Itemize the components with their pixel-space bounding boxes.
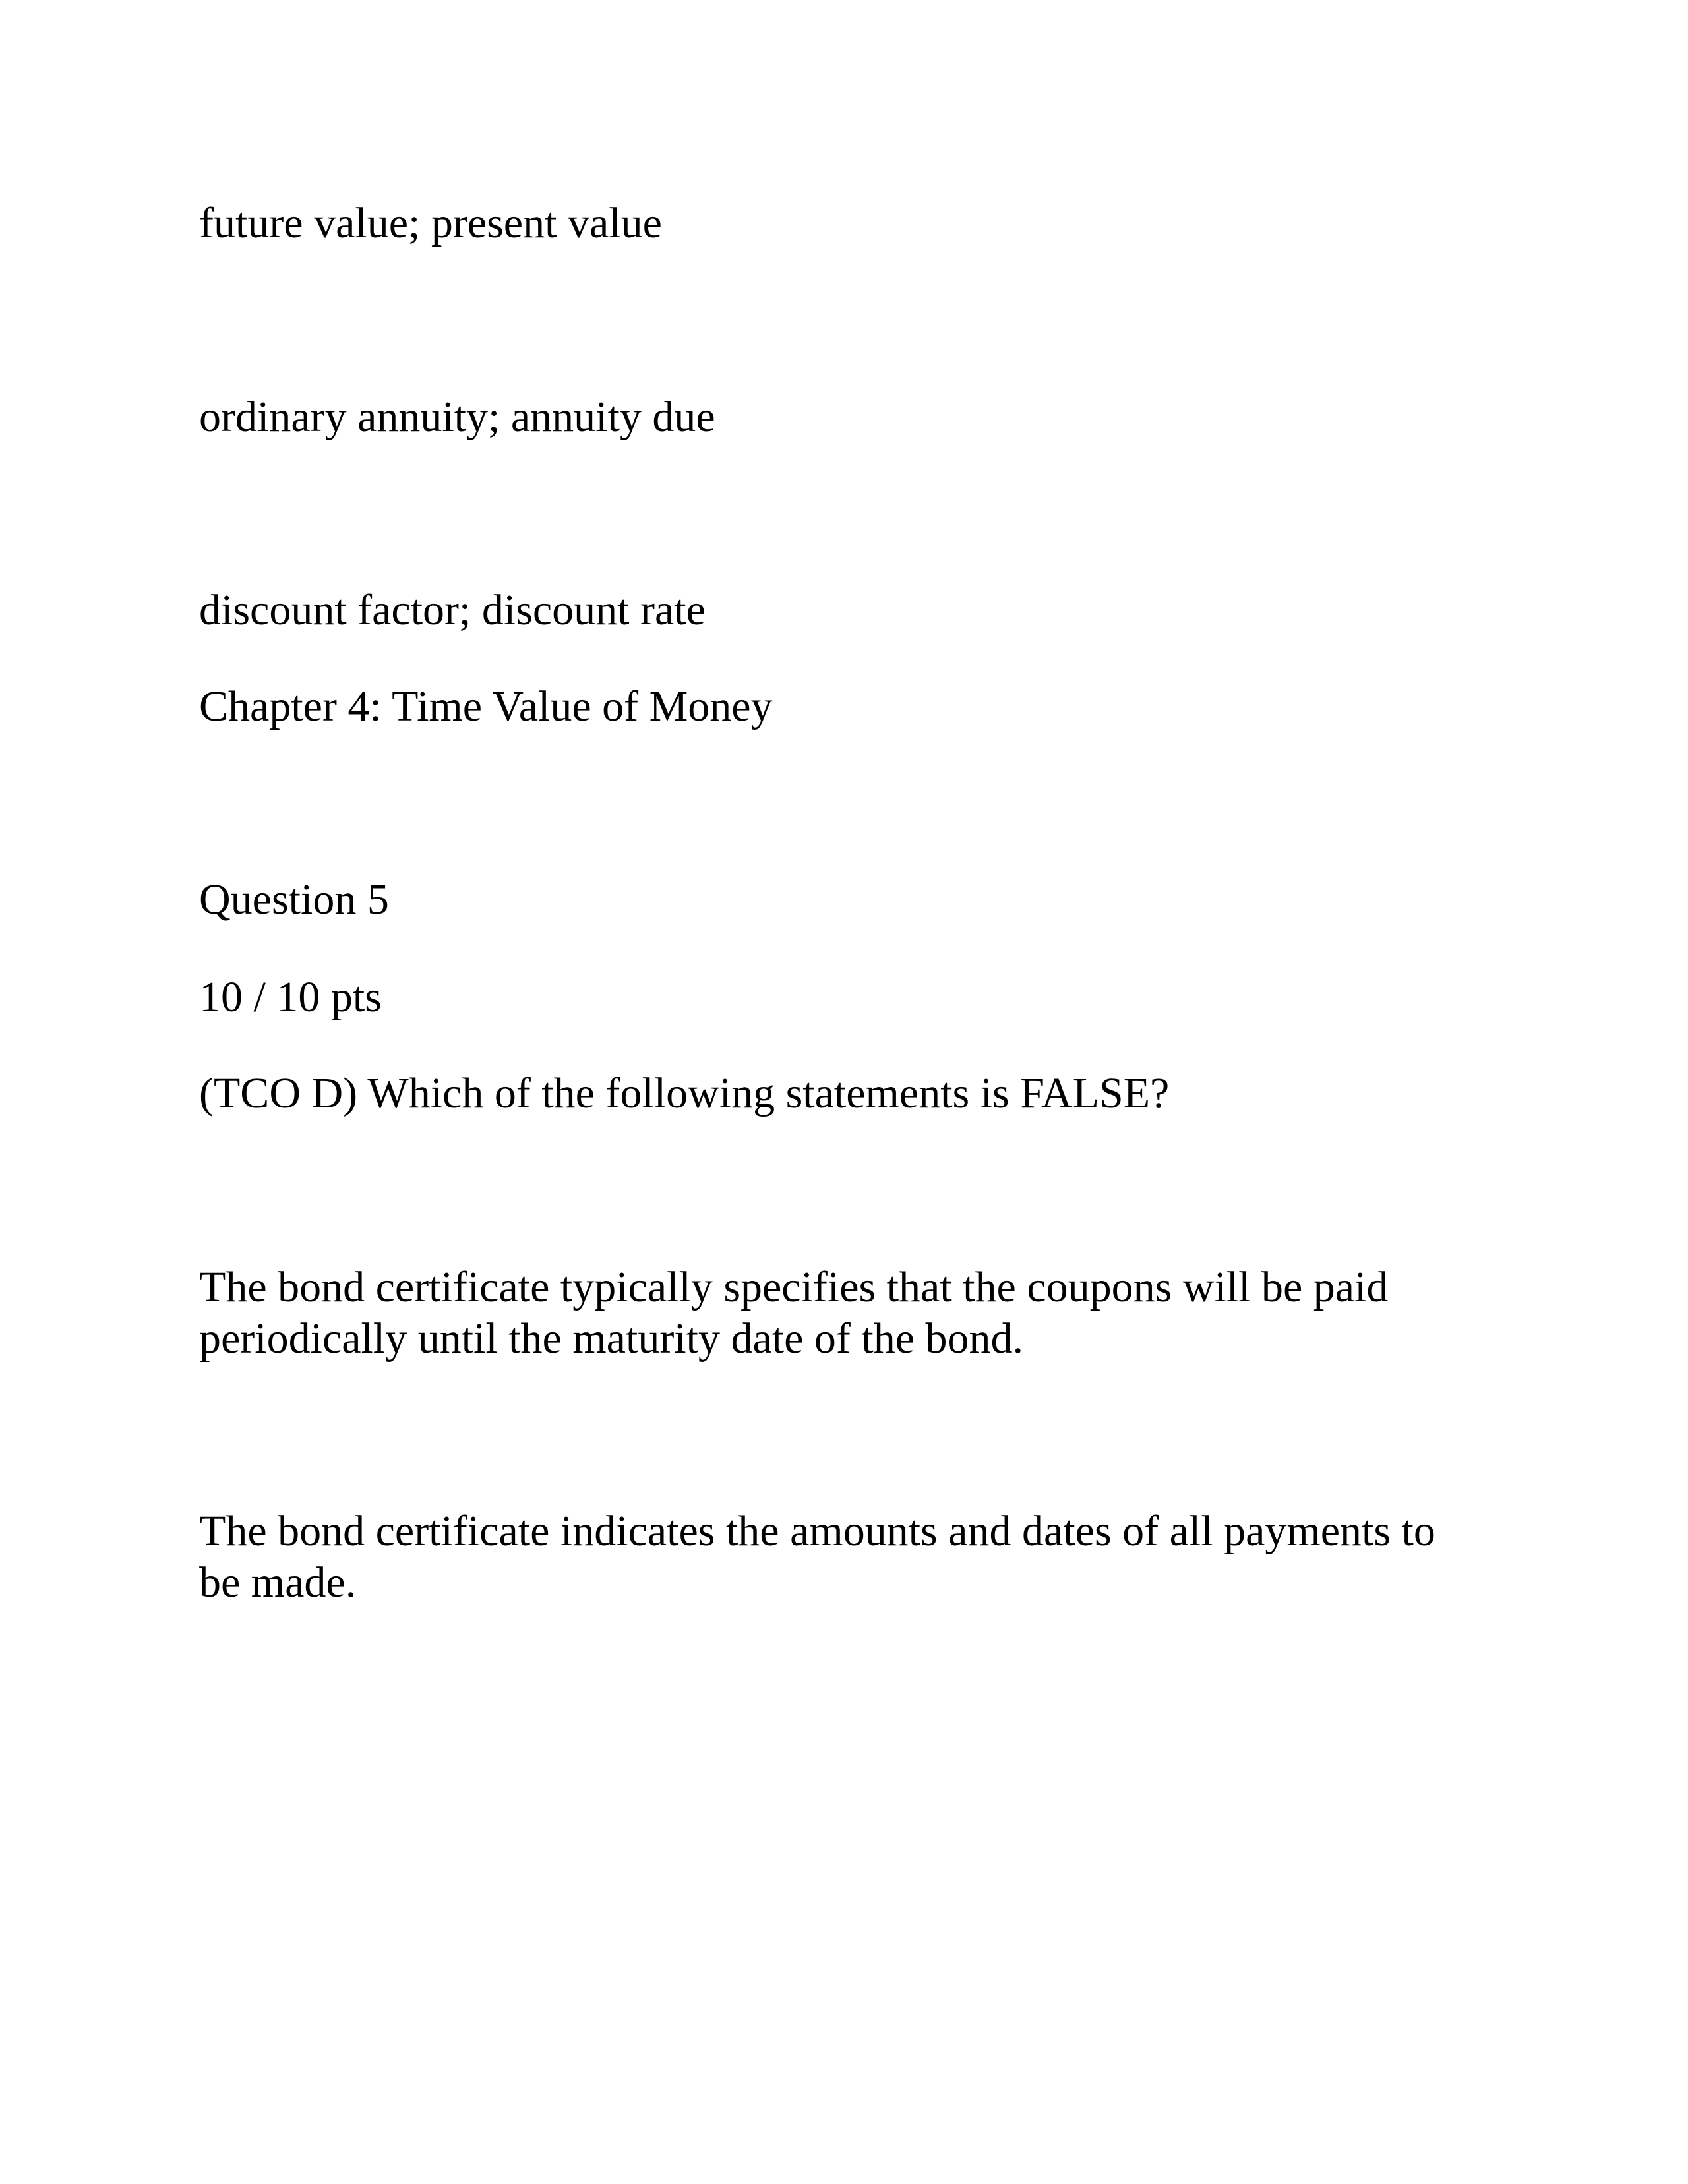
answer-option-2-line-1: The bond certificate indicates the amounts and dates of all payments to [199, 1507, 1435, 1555]
prev-answer-option-1: future value; present value [199, 199, 662, 247]
answer-option-1 [199, 1262, 1518, 1365]
answer-option-1-line-1: The bond certificate typically specifies that the coupons will be paid [199, 1263, 1389, 1311]
prev-answer-option-3: discount factor; discount rate [199, 586, 706, 634]
prev-answer-option-2: ordinary annuity; annuity due [199, 393, 715, 441]
question-prompt: (TCO D) Which of the following statements is FALSE? [199, 1069, 1170, 1117]
question-score: 10 / 10 pts [199, 973, 382, 1021]
answer-option-2-line-2: be made. [199, 1558, 357, 1607]
question-title: Question 5 [199, 875, 389, 924]
chapter-label: Chapter 4: Time Value of Money [199, 682, 773, 730]
answer-option-1-line-2: periodically until the maturity date of the bond. [199, 1314, 1024, 1363]
answer-option-2 [199, 1506, 1518, 1608]
